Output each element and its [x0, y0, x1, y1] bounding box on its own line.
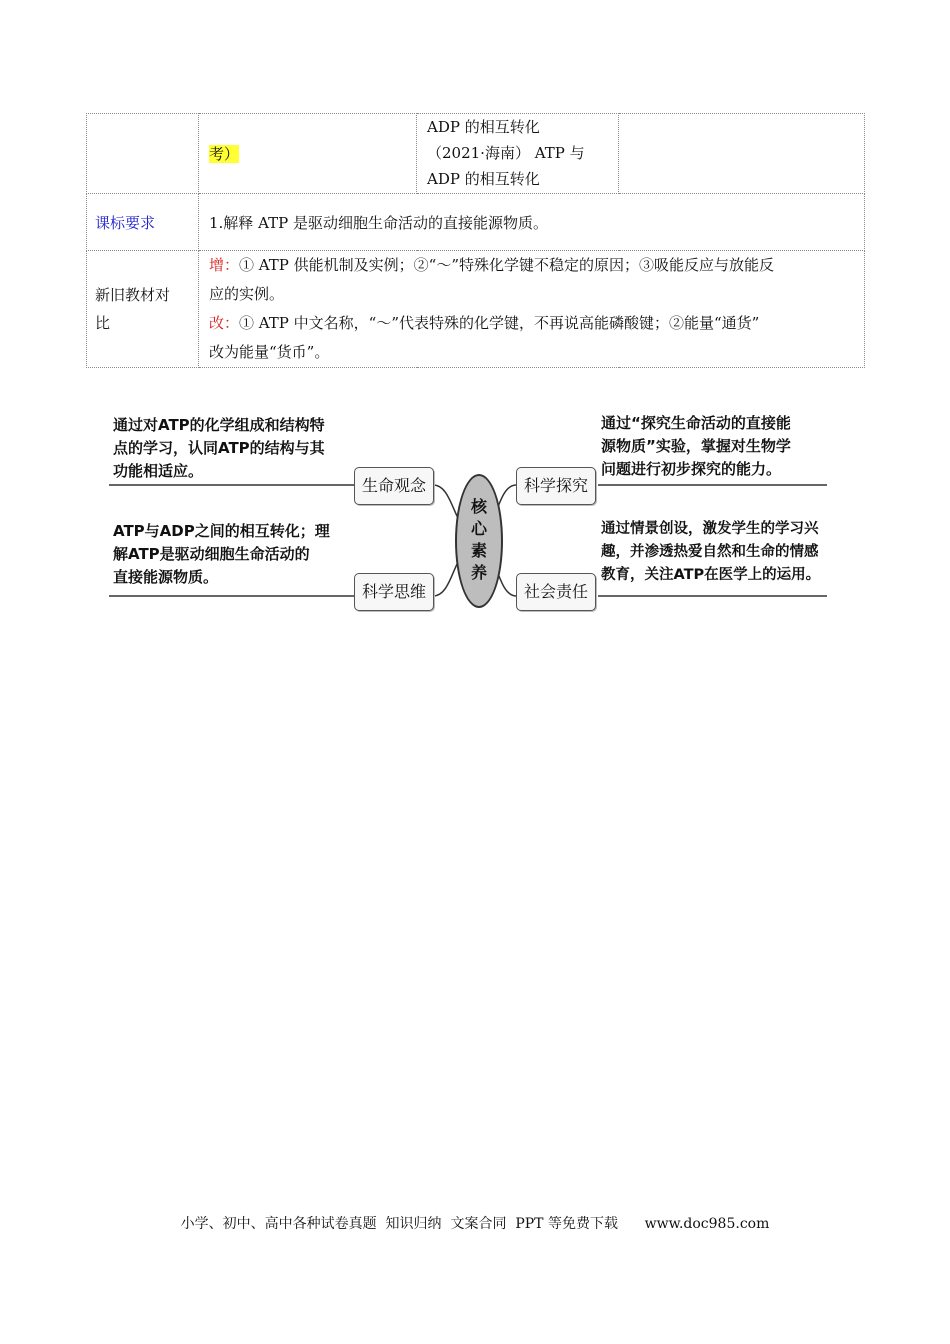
- textbook-comparison: [199, 251, 865, 368]
- table-row: [87, 114, 865, 194]
- text-line: 通过情景创设，激发学生的学习兴: [601, 521, 819, 537]
- add-prefix: 增：: [209, 256, 240, 274]
- row-label: [87, 251, 199, 368]
- scientific-thinking-box: 科学思维: [354, 573, 434, 611]
- text-line: 解ATP是驱动细胞生命活动的: [113, 545, 310, 563]
- change-line: 改为能量“货币”。: [209, 343, 330, 361]
- footer-url[interactable]: www.doc985.com: [644, 1216, 770, 1232]
- cell-line: ADP 的相互转化: [427, 170, 540, 188]
- text-line: 趣，并渗透热爱自然和生命的情感: [601, 544, 819, 560]
- scientific-thinking-text: [113, 520, 353, 589]
- table-cell: [199, 114, 417, 194]
- cell-line: （2021·海南） ATP 与: [427, 144, 585, 162]
- center-char: 核: [470, 497, 487, 516]
- core-literacy-label: [455, 496, 503, 584]
- center-char: 养: [470, 563, 487, 582]
- info-table: [86, 113, 865, 368]
- life-concept-box: 生命观念: [354, 467, 434, 505]
- text-line: 源物质”实验，掌握对生物学: [601, 437, 791, 455]
- social-responsibility-text: [601, 518, 829, 587]
- row-label: 课标要求: [87, 194, 199, 251]
- row-label-line: 新旧教材对: [95, 286, 171, 304]
- center-char: 素: [470, 541, 487, 560]
- center-char: 心: [470, 519, 487, 538]
- change-text: ① ATP 中文名称，“～”代表特殊的化学键，不再说高能磷酸键；②能量“通货”: [239, 314, 760, 332]
- core-literacy-mindmap: [109, 410, 829, 610]
- row-label-line: 比: [95, 314, 111, 332]
- page-footer: [0, 1213, 950, 1233]
- text-line: 通过对ATP的化学组成和结构特: [113, 416, 325, 434]
- table-cell: [619, 114, 865, 194]
- text-line: ATP与ADP之间的相互转化；理: [113, 522, 330, 540]
- add-text: ① ATP 供能机制及实例；②“～”特殊化学键不稳定的原因；③吸能反应与放能反: [239, 256, 775, 274]
- highlighted-text: 考）: [209, 145, 240, 163]
- text-line: 点的学习，认同ATP的结构与其: [113, 439, 325, 457]
- add-line: 应的实例。: [209, 285, 285, 303]
- cell-line: ADP 的相互转化: [427, 118, 540, 136]
- table-row: [87, 194, 865, 251]
- change-line: [209, 309, 854, 338]
- footer-text: 小学、初中、高中各种试卷真题 知识归纳 文案合同 PPT 等免费下载: [180, 1216, 618, 1232]
- text-line: 直接能源物质。: [113, 568, 219, 586]
- standard-requirement: 1.解释 ATP 是驱动细胞生命活动的直接能源物质。: [199, 194, 865, 251]
- text-line: 问题进行初步探究的能力。: [601, 460, 782, 478]
- scientific-inquiry-text: [601, 412, 827, 481]
- table-cell: [417, 114, 619, 194]
- text-line: 教育，关注ATP在医学上的运用。: [601, 567, 821, 583]
- scientific-inquiry-box: 科学探究: [516, 467, 596, 505]
- add-line: [209, 251, 854, 280]
- text-line: 功能相适应。: [113, 462, 204, 480]
- table-row: [87, 251, 865, 368]
- table-cell: [87, 114, 199, 194]
- social-responsibility-box: 社会责任: [516, 573, 596, 611]
- life-concept-text: [113, 414, 353, 483]
- change-prefix: 改：: [209, 314, 240, 332]
- text-line: 通过“探究生命活动的直接能: [601, 414, 791, 432]
